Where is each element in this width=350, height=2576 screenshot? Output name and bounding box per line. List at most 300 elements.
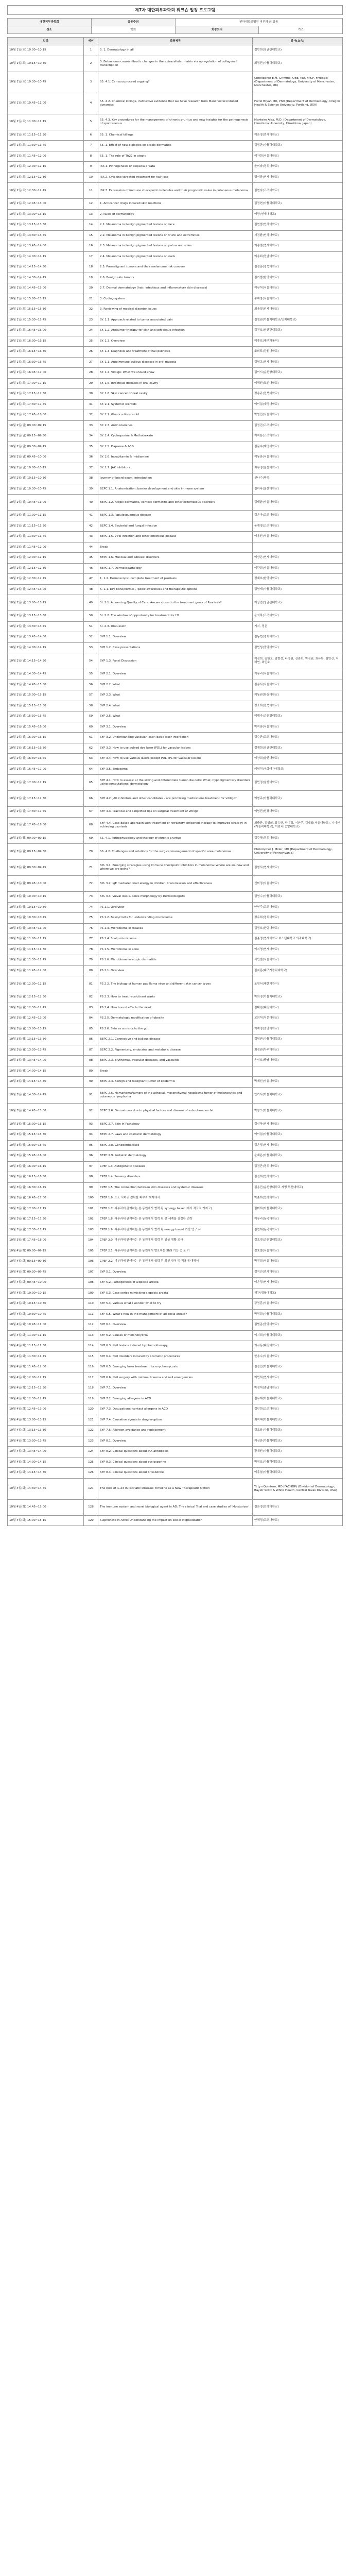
cell-session: 42: [84, 521, 98, 532]
cell-speaker: 고의석(이은대학교): [253, 1013, 343, 1024]
cell-date: 10월 4일(화) 12:45~13:00: [8, 1404, 84, 1415]
table-row: [8, 220, 343, 231]
cell-session: 121: [84, 1415, 98, 1426]
cell-title: Journey of board exam: introduction: [98, 473, 253, 484]
cell-title: SYP 8.1. Overview: [98, 1436, 253, 1447]
cell-date: 10월 2일(일) 14:00~14:15: [8, 642, 84, 653]
column-header-date: 일정: [8, 38, 84, 45]
table-row: [8, 807, 343, 818]
cell-date: 10월 2일(일) 10:45~11:00: [8, 495, 84, 511]
table-row: [8, 1330, 343, 1341]
cell-speaker: 박정호(가톨릭대학교): [253, 1457, 343, 1468]
table-row: [8, 241, 343, 252]
cell-date: 10월 1일(토) 11:45~12:00: [8, 151, 84, 162]
cell-title: SY. 2.2. Glucocorticosteroid: [98, 410, 253, 421]
cell-title: SY. 1.3. Overview: [98, 336, 253, 347]
cell-speaker: 이창희(울산대학교): [253, 754, 343, 765]
table-row: [8, 934, 343, 945]
cell-speaker: 이동훈(서울대학교): [253, 452, 343, 463]
cell-speaker: 이상훈(가톨릭대학교): [253, 1436, 343, 1447]
cell-speaker: 윤미라(경희대학교): [253, 162, 343, 173]
cell-speaker: 김은아(고려대학교): [253, 511, 343, 521]
cell-speaker: 최정민(가톨릭대학교): [253, 56, 343, 72]
cell-session: 114: [84, 1341, 98, 1352]
cell-speaker: 이유리(서울대학교): [253, 669, 343, 680]
cell-title: PS 1.6. Microbiome in atopic dermatitis: [98, 955, 253, 966]
cell-session: 73: [84, 892, 98, 903]
cell-title: BEPC 1.4. Bacterial and fungal infection: [98, 521, 253, 532]
table-row: [8, 420, 343, 431]
cell-date: 10월 2일(일) 09:15~09:30: [8, 431, 84, 442]
cell-date: 10월 3일(월) 09:00~09:15: [8, 833, 84, 844]
cell-date: 10월 4일(화) 13:00~13:15: [8, 1415, 84, 1426]
cell-title: S5. 4.2. Chemical killings, instructive evidence that we have research from Manchester-induced dynamics: [98, 93, 253, 114]
cell-session: 58: [84, 701, 98, 711]
cell-session: 56: [84, 680, 98, 690]
cell-date: 10월 3일(월) 13:00~13:15: [8, 1024, 84, 1035]
cell-title: SI. 2.1. Advancing Quality of Care: Are we closer to the treatment goals of Psoriasis?: [98, 595, 253, 611]
cell-speaker: 허찬(경북대학교): [253, 1288, 343, 1299]
cell-title: S5. 4.1. Can you proceed arguing?: [98, 72, 253, 93]
table-row: [8, 711, 343, 722]
cell-speaker: 이상엽(성균관대학교): [253, 595, 343, 611]
cell-session: 20: [84, 283, 98, 294]
cell-session: 95: [84, 1140, 98, 1151]
table-row: [8, 669, 343, 680]
cell-date: 10월 3일(월) 15:00~15:15: [8, 1119, 84, 1130]
cell-speaker: 김수환(고려대학교): [253, 733, 343, 743]
cell-session: 10: [84, 172, 98, 183]
cell-session: 124: [84, 1447, 98, 1458]
cell-session: 116: [84, 1362, 98, 1373]
cell-speaker: 윤재은(가톨릭대학교): [253, 1151, 343, 1162]
host-label: 공동주최: [91, 19, 175, 26]
cell-title: CPEP 2.1. 피부과에 관여하는 본 동원에서 발표하는 SNS 기능 중 조 기: [98, 1246, 253, 1257]
cell-title: CPEP 1.4. Sensory disorders: [98, 1172, 253, 1183]
cell-date: 10월 4일(화) 15:00~15:15: [8, 1515, 84, 1526]
table-row: [8, 1045, 343, 1056]
cell-speaker: 이정희, 김한보, 김범성, 나정원, 김종희, 박정원, 최유환, 김민진, 지헤연, 최민효: [253, 653, 343, 669]
table-row: [8, 563, 343, 574]
cell-title: 1. Anticancer drugs induced skin reactions: [98, 199, 253, 210]
cell-title: BEPC 2.4. Benign and malignant tumor of epidermis: [98, 1077, 253, 1088]
cell-session: 37: [84, 463, 98, 473]
cell-session: 15: [84, 230, 98, 241]
cell-date: 10월 3일(월) 14:45~15:00: [8, 1103, 84, 1119]
cell-speaker: 김은경(연세대학교): [253, 1140, 343, 1151]
cell-date: 10월 4일(화) 14:30~14:45: [8, 1478, 84, 1499]
cell-speaker: 김정훈(경북대학교): [253, 262, 343, 273]
cell-title: SY. 1.4. Vitiligo: What we should know: [98, 368, 253, 379]
cell-date: 10월 3일(월) 10:30~10:45: [8, 913, 84, 924]
cell-title: CPEP 1.9. 피부과에 관여하는 본 동원에서 협력 된 energy based 기반 연구 시: [98, 1225, 253, 1235]
cell-date: 10월 1일(토) 10:00~10:15: [8, 45, 84, 56]
table-row: [8, 1077, 343, 1088]
cell-title: 3. Coding system: [98, 294, 253, 304]
table-row: [8, 992, 343, 1003]
table-row: [8, 690, 343, 701]
cell-date: 10월 3일(월) 11:00~11:15: [8, 934, 84, 945]
cell-session: 128: [84, 1499, 98, 1515]
cell-date: 10월 4일(화) 11:00~11:15: [8, 1330, 84, 1341]
cell-date: 10월 4일(화) 13:45~14:00: [8, 1447, 84, 1458]
cell-speaker: 박정희(가톨릭대학교): [253, 1309, 343, 1320]
cell-title: CPEP 1.6. 포도 사마귀 정확한 피부과 세제에서: [98, 1193, 253, 1204]
table-row: [8, 1056, 343, 1066]
cell-date: 10월 1일(토) 10:15~10:30: [8, 56, 84, 72]
cell-title: SYP 8.2. Clinical questions about JAK antibodies: [98, 1447, 253, 1458]
cell-speaker: 김선희(인하대학교): [253, 1172, 343, 1183]
cell-date: 10월 2일(일) 09:45~10:00: [8, 452, 84, 463]
cell-session: 13: [84, 209, 98, 220]
cell-date: 10월 3일(월) 13:30~13:45: [8, 1045, 84, 1056]
cell-speaker: 김범준(중앙대학교): [253, 1320, 343, 1331]
cell-date: 10월 1일(토) 16:30~16:45: [8, 357, 84, 368]
cell-speaker: 이종철(연세대학교): [253, 241, 343, 252]
cell-date: 10월 3일(월) 10:00~10:15: [8, 892, 84, 903]
table-row: [8, 1362, 343, 1373]
cell-session: 89: [84, 1066, 98, 1077]
table-row: [8, 93, 343, 114]
cell-date: 10월 2일(일) 13:30~13:45: [8, 621, 84, 632]
table-row: [8, 230, 343, 241]
cell-speaker: 신미정(서울대학교): [253, 876, 343, 892]
cell-speaker: Monteiro Alex, M.D. (Department of Dermatology, Hiroshima University, Hiroshima, Japan): [253, 114, 343, 130]
cell-date: 10월 3일(월) 14:15~14:30: [8, 1077, 84, 1088]
cell-date: 10월 1일(토) 10:30~10:45: [8, 72, 84, 93]
table-row: [8, 251, 343, 262]
cell-speaker: 김하나(울산대학교): [253, 484, 343, 495]
cell-title: S. 1. Dermatology in all: [98, 45, 253, 56]
table-row: [8, 1140, 343, 1151]
table-row: [8, 1013, 343, 1024]
cell-session: 57: [84, 690, 98, 701]
cell-session: 109: [84, 1288, 98, 1299]
cell-date: 10월 3일(월) 12:45~13:00: [8, 1013, 84, 1024]
cell-title: S5. 1. The role of Th22 in atopic: [98, 151, 253, 162]
cell-speaker: 최유정(울산대학교): [253, 463, 343, 473]
cell-date: 10월 2일(일) 10:30~10:45: [8, 484, 84, 495]
cell-date: 10월 4일(화) 10:00~10:15: [8, 1288, 84, 1299]
cell-speaker: 안현주(고려대학교): [253, 902, 343, 913]
table-row: [8, 1426, 343, 1436]
cell-date: 10월 1일(토) 17:00~17:15: [8, 378, 84, 389]
cell-title: Break: [98, 542, 253, 553]
cell-date: 10월 2일(일) 17:00~17:15: [8, 775, 84, 791]
cell-speaker: 김정진(고려대학교): [253, 420, 343, 431]
cell-title: BEPC 2.8. Genodermatoses: [98, 1140, 253, 1151]
cell-speaker: 이형주(가톨릭대학교): [253, 791, 343, 807]
cell-title: BEPC 1.6. Mucosal and adnexal disorders: [98, 553, 253, 564]
cell-session: 23: [84, 315, 98, 326]
cell-date: 10월 1일(토) 13:30~13:45: [8, 230, 84, 241]
table-row: [8, 791, 343, 807]
cell-session: 87: [84, 1045, 98, 1056]
cell-session: 72: [84, 876, 98, 892]
table-row: [8, 1087, 343, 1103]
table-row: [8, 542, 343, 553]
cell-date: 10월 2일(일) 12:15~12:30: [8, 563, 84, 574]
cell-speaker: 손성호(충남대학교): [253, 1056, 343, 1066]
table-row: [8, 1066, 343, 1077]
cell-date: 10월 1일(토) 14:15~14:30: [8, 262, 84, 273]
cell-title: SYP 5.3. Case series mimicking alopecia areata: [98, 1288, 253, 1299]
cell-speaker: 정효철(서울대학교): [253, 1246, 343, 1257]
table-row: [8, 1394, 343, 1404]
cell-session: 61: [84, 733, 98, 743]
cell-title: SI. 2.2. The window of opportunity for treatment for HS: [98, 611, 253, 622]
cell-title: PS 2.5. Dermatologic modification of obesity: [98, 1013, 253, 1024]
cell-speaker: 서인렬(서울대학교): [253, 955, 343, 966]
cell-speaker: 김지훈(대구가톨릭대학교): [253, 965, 343, 976]
cell-speaker: 김효용(가톨릭대학교): [253, 1426, 343, 1436]
cell-speaker: 김선욱(연세대학교): [253, 1119, 343, 1130]
table-row: [8, 833, 343, 844]
cell-speaker: 박제선(서울대학교): [253, 1077, 343, 1088]
table-row: [8, 262, 343, 273]
cell-session: 27: [84, 357, 98, 368]
cell-title: 2.6. Benign skin tumors: [98, 273, 253, 283]
table-row: [8, 484, 343, 495]
cell-session: 34: [84, 431, 98, 442]
cell-date: 10월 4일(화) 14:00~14:15: [8, 1457, 84, 1468]
table-row: [8, 1309, 343, 1320]
cell-session: 98: [84, 1172, 98, 1183]
cell-session: 70: [84, 844, 98, 860]
cell-date: 10월 1일(토) 16:00~16:15: [8, 336, 84, 347]
cell-session: 4: [84, 93, 98, 114]
cell-title: SY. 2.4. Cyclosporine & Methotrexate: [98, 431, 253, 442]
cell-title: SYP 1.2. Case presentations: [98, 642, 253, 653]
table-row: [8, 860, 343, 876]
cell-date: 10월 3일(월) 15:45~16:00: [8, 1151, 84, 1162]
table-row: [8, 1246, 343, 1257]
table-row: [8, 1320, 343, 1331]
cell-title: Break: [98, 1066, 253, 1077]
cell-date: 10월 2일(일) 10:15~10:30: [8, 473, 84, 484]
cell-speaker: 김준명(연세대학교 보스턴대학교 의과대학교): [253, 934, 343, 945]
cell-speaker: 정용규(전북대학교): [253, 389, 343, 400]
cell-speaker: 박창오(가톨릭대학교): [253, 1103, 343, 1119]
cell-title: SY. 2.7. JAK inhibitors: [98, 463, 253, 473]
schedule-body: [8, 45, 343, 1526]
cell-session: 90: [84, 1077, 98, 1088]
cell-date: 10월 2일(일) 16:45~17:00: [8, 764, 84, 775]
cell-date: 10월 3일(월) 09:15~09:30: [8, 844, 84, 860]
table-row: [8, 1161, 343, 1172]
cell-date: 10월 2일(일) 15:00~15:15: [8, 690, 84, 701]
cell-speaker: [253, 1066, 343, 1077]
cell-date: 10월 4일(화) 11:30~11:45: [8, 1351, 84, 1362]
cell-date: 10월 1일(토) 16:45~17:00: [8, 368, 84, 379]
cell-date: 10월 3일(월) 10:15~10:30: [8, 902, 84, 913]
cell-date: 10월 1일(토) 17:15~17:30: [8, 389, 84, 400]
cell-speaker: 최지혜(가톨릭대학교): [253, 1415, 343, 1426]
cell-title: BEPC 2.7. Skin in Pathology: [98, 1119, 253, 1130]
cell-title: 2.2. Melanoma in benign pigmented lesions on trunk and extremities: [98, 230, 253, 241]
cell-title: PS 2.4. How bound effects the skin?: [98, 1003, 253, 1013]
cell-title: BEPC 2.6. Dermatoses due to physical factors and disease of subcutaneous fat: [98, 1103, 253, 1119]
cell-session: 53: [84, 642, 98, 653]
cell-session: 17: [84, 251, 98, 262]
cell-speaker: 기지, 정은: [253, 621, 343, 632]
cell-title: 2.1. Melanoma in benign pigmented lesions on face: [98, 220, 253, 231]
table-row: [8, 913, 343, 924]
table-row: [8, 1499, 343, 1515]
cell-date: 10월 2일(일) 16:30~16:45: [8, 754, 84, 765]
table-row: [8, 336, 343, 347]
cell-session: 43: [84, 532, 98, 543]
cell-session: 91: [84, 1087, 98, 1103]
cell-session: 123: [84, 1436, 98, 1447]
cell-title: SYP 6.2. Causes of melanonychia: [98, 1330, 253, 1341]
cell-title: 2.4. Melanoma in benign pigmented lesions on nails: [98, 251, 253, 262]
cell-date: 10월 4일(화) 12:30~12:45: [8, 1394, 84, 1404]
cell-session: 126: [84, 1468, 98, 1479]
table-row: [8, 944, 343, 955]
cell-date: 10월 1일(토) 12:00~12:15: [8, 162, 84, 173]
cell-date: 10월 3일(월) 10:45~11:00: [8, 923, 84, 934]
cell-session: 107: [84, 1267, 98, 1278]
cell-speaker: 이장(연세대학교): [253, 209, 343, 220]
cell-date: 10월 3일(월) 13:45~14:00: [8, 1056, 84, 1066]
cell-speaker: 송해창(서울대학교): [253, 294, 343, 304]
cell-date: 10월 3일(월) 17:30~17:45: [8, 1225, 84, 1235]
cell-session: 94: [84, 1130, 98, 1141]
cell-session: 65: [84, 775, 98, 791]
cell-speaker: 정지인(연세대학교): [253, 1267, 343, 1278]
table-row: [8, 1415, 343, 1426]
cell-date: 10월 4일(화) 09:30~09:45: [8, 1267, 84, 1278]
cell-date: 10월 2일(일) 15:30~15:45: [8, 711, 84, 722]
table-row: [8, 130, 343, 141]
table-row: [8, 775, 343, 791]
table-row: [8, 611, 343, 622]
table-row: [8, 1515, 343, 1526]
cell-title: SYP 8.4. Clinical questions about crisaborole: [98, 1468, 253, 1479]
cell-title: BEPC 2.9. Pediatric dermatology: [98, 1151, 253, 1162]
cell-speaker: 김영고(연세대학교): [253, 357, 343, 368]
table-row: [8, 584, 343, 595]
cell-date: 10월 4일(화) 14:45~15:00: [8, 1499, 84, 1515]
table-row: [8, 1372, 343, 1383]
cell-date: 10월 2일(일) 11:15~11:30: [8, 521, 84, 532]
cell-speaker: 이계정(중앙대학교): [253, 1024, 343, 1035]
cell-session: 62: [84, 743, 98, 754]
cell-title: ISK 1. Pathogenesis of alopecia areata: [98, 162, 253, 173]
org-label: 대한피부과학회: [8, 19, 92, 26]
table-row: [8, 1383, 343, 1394]
cell-date: 10월 1일(토) 12:45~13:00: [8, 199, 84, 210]
cell-date: 10월 1일(토) 11:15~11:30: [8, 130, 84, 141]
cell-date: 10월 4일(화) 11:15~11:30: [8, 1341, 84, 1352]
cell-session: 122: [84, 1426, 98, 1436]
cell-session: 81: [84, 976, 98, 992]
cell-session: 97: [84, 1161, 98, 1172]
cell-session: 50: [84, 611, 98, 622]
table-row: [8, 1351, 343, 1362]
cell-date: 10월 2일(일) 14:30~14:45: [8, 669, 84, 680]
cell-title: SYL 3.3. Vulval loss & penis morphology by Dermatologists: [98, 892, 253, 903]
cell-date: 10월 4일(화) 11:45~12:00: [8, 1362, 84, 1373]
cell-date: 10월 3일(월) 12:00~12:15: [8, 976, 84, 992]
cell-title: ISK 3. Expression of immune checkpoint molecules and their prognostic value in cutaneous melanoma: [98, 183, 253, 199]
table-row: [8, 1003, 343, 1013]
table-row: [8, 743, 343, 754]
page-title: 제7차 대한피부과학회 워크숍 일정 프로그램: [7, 5, 343, 15]
cell-date: 10월 1일(토) 11:30~11:45: [8, 141, 84, 151]
table-row: [8, 754, 343, 765]
cell-title: PS 1.1. Overview: [98, 902, 253, 913]
cell-speaker: [253, 542, 343, 553]
table-row: [8, 378, 343, 389]
cell-session: 84: [84, 1013, 98, 1024]
cell-session: 48: [84, 584, 98, 595]
table-row: [8, 495, 343, 511]
cell-session: 106: [84, 1257, 98, 1267]
cell-speaker: 김영수(가톨릭대학교): [253, 892, 343, 903]
table-row: [8, 56, 343, 72]
cell-speaker: 이종철(가톨릭대학교): [253, 1468, 343, 1479]
cell-title: SS. 4.2. Challenges and solutions for the surgical management of specific area melanomas: [98, 844, 253, 860]
cell-title: SYL 3.1. Emerging strategies using immune checkpoint inhibitors in melanoma: Where are we now and where we are going?: [98, 860, 253, 876]
cell-speaker: 이용원(서울대학교): [253, 532, 343, 543]
cell-session: 51: [84, 621, 98, 632]
cell-session: 19: [84, 273, 98, 283]
cell-title: 3. Reviewing of medical disorder issues: [98, 304, 253, 315]
table-row: [8, 680, 343, 690]
table-row: [8, 209, 343, 220]
cell-title: PS 2.3. How to treat recalcitrant warts: [98, 992, 253, 1003]
table-row: [8, 326, 343, 336]
cell-date: 10월 2일(일) 14:45~15:00: [8, 680, 84, 690]
cell-speaker: 최정원(아주대학교): [253, 1045, 343, 1056]
cell-title: CPEP 2.0. 피부과에 관여하는 본 동원에서 협력 된 일상 생활 조사: [98, 1235, 253, 1246]
cell-session: 25: [84, 336, 98, 347]
cell-title: Sulphonate in Acne: Understanding the impact on social stigmatization: [98, 1515, 253, 1526]
cell-session: 108: [84, 1278, 98, 1289]
cell-date: 10월 3일(월) 16:00~16:15: [8, 1161, 84, 1172]
cell-session: 11: [84, 183, 98, 199]
cell-session: 21: [84, 294, 98, 304]
cell-title: BEPC 1.7. Dermatopathology: [98, 563, 253, 574]
cell-title: BEPC 1.1. Anatomization, barrier development and skin immune system: [98, 484, 253, 495]
cell-speaker: 이영석(이화여자대학교): [253, 764, 343, 775]
cell-speaker: 김민성(중앙대학교): [253, 642, 343, 653]
cell-speaker: 김주명(경희대학교): [253, 833, 343, 844]
cell-title: BEPC 2.3. Erythemas, vascular diseases, and vasculitis: [98, 1056, 253, 1066]
cell-session: 46: [84, 563, 98, 574]
cell-title: 2.5. Premalignant tumors and their melanoma risk concern: [98, 262, 253, 273]
cell-title: SYP 3.4. How to use various lasers except PDL, IPL for vascular lesions: [98, 754, 253, 765]
cell-speaker: 김경근(경희대학교): [253, 1161, 343, 1172]
cell-speaker: 김이시(순천향대학교): [253, 368, 343, 379]
cell-session: 3: [84, 72, 98, 93]
cell-speaker: 이유리(동국대학교): [253, 1214, 343, 1225]
cell-title: BEPC 1.3. Papulosquamous disease: [98, 511, 253, 521]
table-row: [8, 1278, 343, 1289]
cell-title: 2.7. Dermal dermatology (hair, infectious and inflammatory skin diseases): [98, 283, 253, 294]
cell-session: 18: [84, 262, 98, 273]
cell-date: 10월 3일(월) 16:15~16:30: [8, 1172, 84, 1183]
cell-title: SY. 1.3. Diagnosis and treatment of nail psoriasis: [98, 347, 253, 358]
table-row: [8, 1024, 343, 1035]
cell-speaker: 신나수(박정): [253, 473, 343, 484]
cell-title: SYP 8.3. Clinical questions about cyclosporine: [98, 1457, 253, 1468]
cell-speaker: 이은정(연세대학교): [253, 1278, 343, 1289]
cell-speaker: 박지송(서울대학교): [253, 722, 343, 733]
document-page: [7, 0, 343, 1526]
